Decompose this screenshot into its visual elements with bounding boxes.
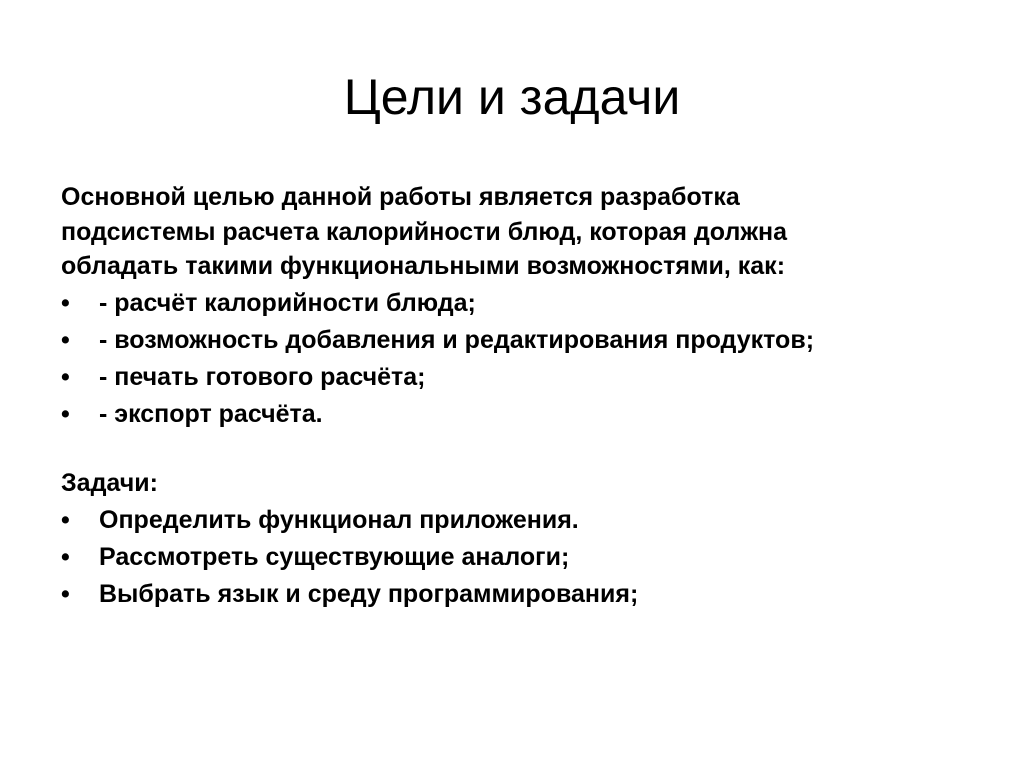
- slide-title: Цели и задачи: [343, 69, 681, 125]
- bullet-icon: •: [61, 326, 70, 354]
- task-bullet-text: Определить функционал приложения.: [99, 505, 579, 534]
- bullet-icon: •: [61, 363, 70, 391]
- task-bullet-text: Выбрать язык и среду программирования;: [99, 579, 639, 608]
- tasks-heading: Задачи:: [61, 468, 158, 497]
- section-spacer: [61, 432, 961, 466]
- goal-bullet-item: [61, 323, 961, 358]
- task-bullet-item: [61, 577, 961, 612]
- task-bullet-item: [61, 503, 961, 538]
- task-bullet-list: [61, 503, 961, 612]
- task-bullet-item: [61, 540, 961, 575]
- goal-paragraph-line: Основной целью данной работы является разработка: [61, 183, 740, 211]
- goal-paragraph-line: подсистемы расчета калорийности блюд, которая должна: [61, 217, 788, 246]
- task-bullet-text: Рассмотреть существующие аналоги;: [99, 542, 570, 571]
- goal-bullet-list: [61, 286, 961, 432]
- bullet-icon: •: [61, 579, 70, 608]
- goal-bullet-text: - расчёт калорийности блюда;: [99, 289, 476, 317]
- goal-bullet-text: - печать готового расчёта;: [99, 363, 426, 391]
- slide-body: [61, 180, 961, 611]
- goal-bullet-item: [61, 397, 961, 432]
- bullet-icon: •: [61, 400, 70, 428]
- goal-bullet-text: - экспорт расчёта.: [99, 400, 323, 428]
- goal-bullet-item: [61, 360, 961, 395]
- bullet-icon: •: [61, 542, 70, 571]
- goal-paragraph: [61, 180, 961, 284]
- goal-paragraph-line: обладать такими функциональными возможностями, как:: [61, 252, 786, 280]
- goal-bullet-text: - возможность добавления и редактирования продуктов;: [99, 326, 815, 354]
- bullet-icon: •: [61, 289, 70, 317]
- goal-bullet-item: [61, 286, 961, 321]
- bullet-icon: •: [61, 505, 70, 534]
